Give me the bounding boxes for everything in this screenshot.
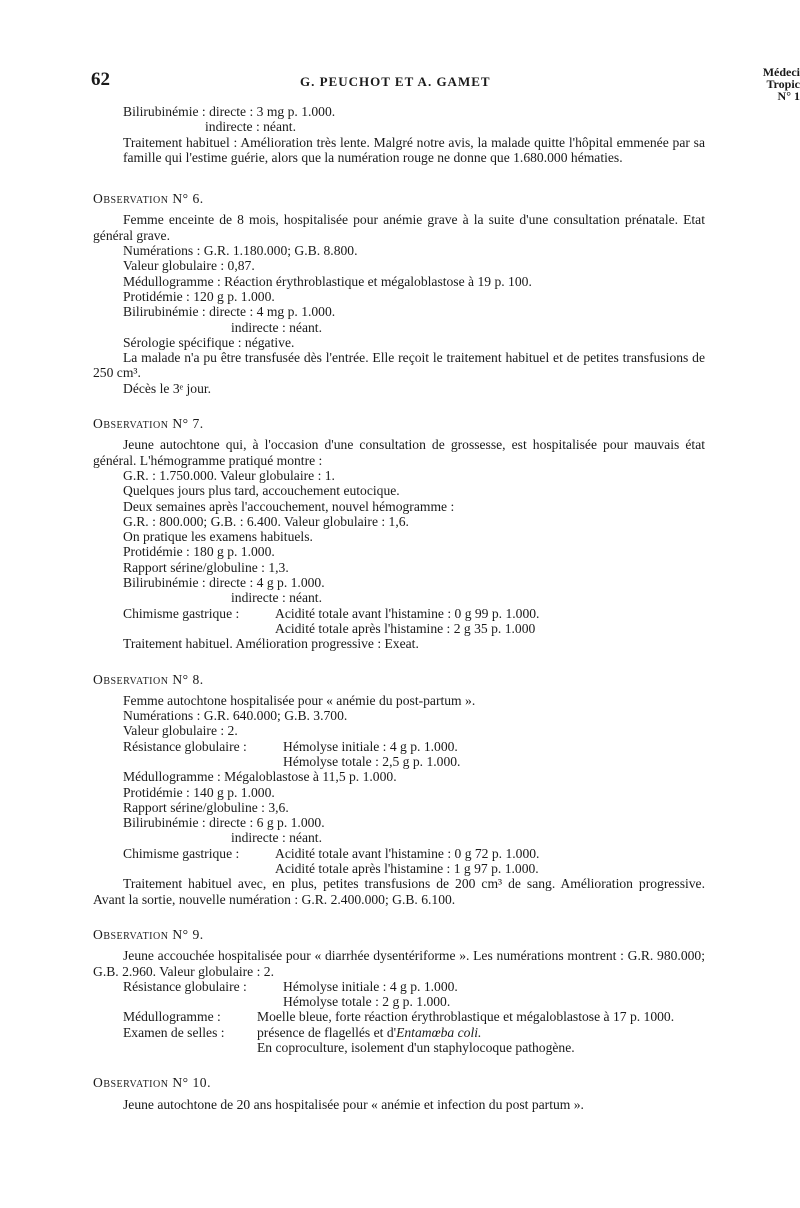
text-line: Numérations : G.R. 1.180.000; G.B. 8.800. [123,243,358,259]
text-line: Bilirubinémie : directe : 3 mg p. 1.000. [123,104,336,119]
article-body [93,104,705,1112]
text-line: Protidémie : 120 g p. 1.000. [123,288,275,304]
text-line: Chimisme gastrique : Acidité totale avant l'histamine : 0 g 99 p. 1.000. [123,605,540,621]
text-line: Examen de selles : présence de flagellés et d' Entamœba coli. [123,1024,482,1040]
text-line: indirecte : néant. [205,119,296,135]
text-line: Acidité totale après l'histamine : 1 g 97 p. 1.000. [275,861,539,877]
text-line: Hémolyse totale : 2 g p. 1.000. [283,994,451,1010]
text-line: Quelques jours plus tard, accouchement eutocique. [123,483,400,499]
observation-heading: Observation N° 9. [93,926,204,942]
text-line: Médullogramme : Mégaloblastose à 11,5 p. 1.000. [123,769,397,785]
text-line: Protidémie : 140 g p. 1.000. [123,784,275,800]
text-line: Sérologie spécifique : négative. [123,334,295,350]
text-line: G.R. : 1.750.000. Valeur globulaire : 1. [123,467,335,483]
text-line: Valeur globulaire : 2. [123,723,238,739]
text-line: Chimisme gastrique : Acidité totale avant l'histamine : 0 g 72 p. 1.000. [123,845,540,861]
text-line: Traitement habituel. Amélioration progressive : Exeat. [123,636,419,652]
text-line: Acidité totale après l'histamine : 2 g 35 p. 1.000 [275,620,536,636]
text-line: indirecte : néant. [231,319,322,335]
observation-heading: Observation N° 7. [93,416,204,432]
text-line: Femme autochtone hospitalisée pour « anémie du post-partum ». [123,692,476,708]
paragraph: Jeune autochtone de 20 ans hospitalisée pour « anémie et infection du post partum ». [123,1096,584,1112]
observation-heading: Observation N° 10. [93,1075,211,1091]
text-line: Bilirubinémie : directe : 4 mg p. 1.000. [123,304,336,320]
text-line: En coproculture, isolement d'un staphylocoque pathogène. [257,1040,575,1056]
paragraph: Jeune accouchée hospitalisée pour « diarrhée dysentériforme ». Les numérations montrent : G.R. 980.000; G.B. 2.960. Valeur globulaire : 2. [93,948,705,979]
text-line: Deux semaines après l'accouchement, nouvel hémogramme : [123,498,455,514]
text-line: Résistance globulaire : Hémolyse initiale : 4 g p. 1.000. [123,738,458,754]
text-line: Médullogramme : Réaction érythroblastique et mégaloblastose à 19 p. 100. [123,273,532,289]
text-line: Valeur globulaire : 0,87. [123,258,255,274]
journal-marker: Médeci Tropic N° 1 [762,65,800,103]
text-line: indirecte : néant. [231,590,322,606]
text-line: Rapport sérine/globuline : 1,3. [123,559,289,575]
text-line: Médullogramme : Moelle bleue, forte réaction érythroblastique et mégaloblastose à 17 p. 1000. [123,1009,675,1025]
text-line: Protidémie : 180 g p. 1.000. [123,544,275,560]
page-number: 62 [91,69,110,90]
text-line: Rapport sérine/globuline : 3,6. [123,799,289,815]
page-header [0,66,800,106]
text-line: Décès le 3ᵉ jour. [123,380,212,396]
text-line: Résistance globulaire : Hémolyse initiale : 4 g p. 1.000. [123,978,458,994]
observation-heading: Observation N° 8. [93,671,204,687]
text-line: Hémolyse totale : 2,5 g p. 1.000. [283,753,461,769]
text-line: Numérations : G.R. 640.000; G.B. 3.700. [123,708,348,724]
text-line: indirecte : néant. [231,830,322,846]
text-line: Bilirubinémie : directe : 4 g p. 1.000. [123,575,325,591]
paragraph: Femme enceinte de 8 mois, hospitalisée pour anémie grave à la suite d'une consultation prénatale. Etat général grave. [93,212,705,243]
text-line: G.R. : 800.000; G.B. : 6.400. Valeur globulaire : 1,6. [123,513,409,529]
observation-heading: Observation N° 6. [93,191,204,207]
paragraph: Traitement habituel avec, en plus, petites transfusions de 200 cm³ de sang. Amélioration progressive. Avant la sortie, nouvelle numération : G.R. 2.400.000; G.B. 6.100. [93,876,705,907]
running-title: G. PEUCHOT ET A. GAMET [300,74,491,89]
text-line: On pratique les examens habituels. [123,529,313,545]
paragraph: Traitement habituel : Amélioration très lente. Malgré notre avis, la malade quitte l'hôpital emmenée par sa famille qui l'estime guérie, alors que la numération rouge ne donne que 1.680.000 hématies. [123,134,705,165]
paragraph: Jeune autochtone qui, à l'occasion d'une consultation de grossesse, est hospitalisée pour mauvais état général. L'hémogramme pratiqué montre : [93,437,705,468]
text-line: Bilirubinémie : directe : 6 g p. 1.000. [123,815,325,831]
paragraph: La malade n'a pu être transfusée dès l'entrée. Elle reçoit le traitement habituel et de petites transfusions de 250 cm³. [93,350,705,381]
